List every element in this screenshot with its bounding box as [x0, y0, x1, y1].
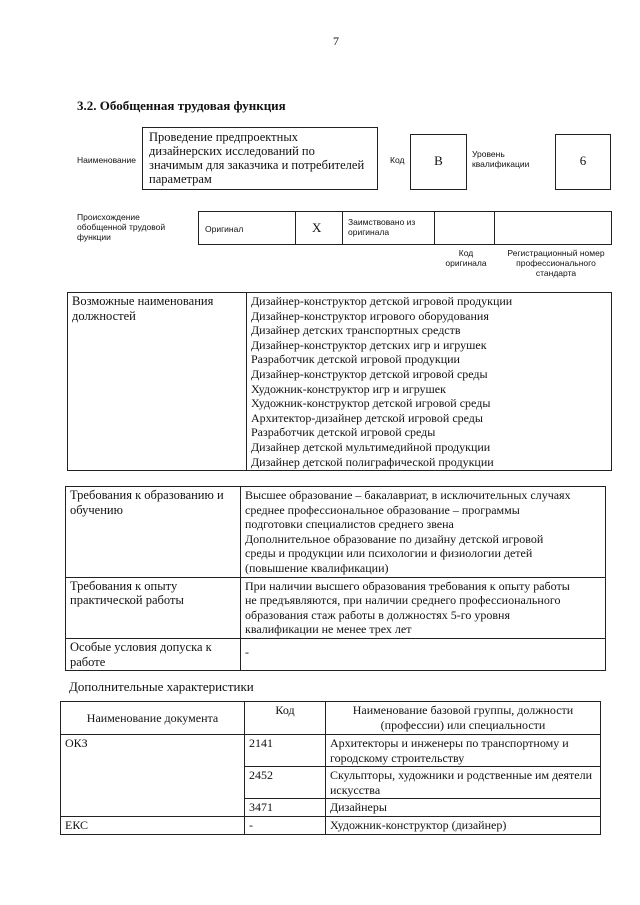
position-item: Архитектор-дизайнер детской игровой среды	[251, 410, 483, 425]
name-cell: Дизайнеры	[326, 799, 601, 817]
position-item: Дизайнер-конструктор детских игр и игрушек	[251, 337, 487, 352]
code-cell: -	[245, 816, 326, 834]
original-mark: X	[312, 220, 322, 235]
position-item: Разработчик детской игровой продукции	[251, 352, 460, 367]
text-line: среднее профессиональное образование – программы	[245, 502, 520, 517]
level-label: Уровень квалификации	[472, 149, 530, 169]
text-line: Высшее образование – бакалавриат, в исключительных случаях	[245, 488, 571, 502]
text-line: Дополнительное образование по дизайну детской игровой	[245, 531, 544, 546]
position-item: Разработчик детской игровой среды	[251, 425, 436, 440]
borrowed-label: Заимствовано из оригинала	[348, 217, 416, 237]
original-label: Оригинал	[205, 224, 244, 234]
code-cell: 2452	[245, 767, 326, 799]
positions-list	[247, 293, 612, 471]
requirements-table	[65, 486, 606, 671]
text-line: квалификации не менее трех лет	[245, 622, 412, 637]
code-label: Код	[390, 155, 405, 165]
position-item: Дизайнер детской полиграфической продукции	[251, 454, 494, 469]
education-value	[241, 487, 606, 578]
page-number: 7	[333, 34, 339, 48]
code-cell: 2141	[245, 735, 326, 767]
table-row	[61, 816, 601, 834]
experience-value	[241, 577, 606, 638]
text-line: подготовки специалистов среднего звена	[245, 517, 454, 532]
header-doc: Наименование документа	[61, 702, 245, 735]
doc-cell	[61, 799, 245, 817]
additional-table	[60, 701, 601, 835]
code-value: В	[434, 153, 443, 168]
special-conditions-value	[241, 638, 606, 670]
positions-table	[67, 292, 612, 471]
education-label: Требования к образованию и обучению	[66, 487, 241, 578]
position-item: Дизайнер детской мультимедийной продукции	[251, 439, 491, 454]
text-line: не предъявляются, при наличии среднего профессионального	[245, 593, 561, 608]
text-line: образования стаж работы в должностях 5-го уровня	[245, 607, 510, 622]
name-cell: Скульпторы, художники и родственные им деятели искусства	[326, 767, 601, 799]
position-item: Дизайнер-конструктор детской игровой продукции	[251, 294, 513, 308]
header-code: Код	[245, 702, 326, 735]
level-value-box	[555, 134, 611, 190]
name-label: Наименование	[77, 155, 136, 165]
doc-cell: ЕКС	[61, 816, 245, 834]
special-conditions-label: Особые условия допуска к работе	[66, 638, 241, 670]
additional-header-row	[61, 702, 601, 735]
special-conditions-row	[66, 638, 606, 670]
education-row	[66, 487, 606, 578]
doc-cell	[61, 767, 245, 799]
section-title: 3.2. Обобщенная трудовая функция	[77, 98, 286, 113]
reg-number-label: Регистрационный номер профессионального стандарта	[507, 248, 605, 278]
experience-label: Требования к опыту практической работы	[66, 577, 241, 638]
code-original-label: Код оригинала	[445, 248, 487, 268]
text-line: При наличии высшего образования требования к опыту работы	[245, 578, 570, 593]
position-item: Художник-конструктор игр и игрушек	[251, 381, 446, 396]
table-row	[61, 799, 601, 817]
experience-row	[66, 577, 606, 638]
text-line: среды и продукции или психологии и физиологии детей	[245, 546, 533, 561]
code-cell: 3471	[245, 799, 326, 817]
origin-label: Происхождение обобщенной трудовой функции	[77, 212, 166, 242]
table-row	[61, 735, 601, 767]
position-item: Художник-конструктор детской игровой среды	[251, 396, 491, 411]
position-item: Дизайнер-конструктор игрового оборудования	[251, 308, 489, 323]
text-line: (повышение квалификации)	[245, 560, 389, 575]
text-line: -	[245, 644, 249, 659]
name-cell: Архитекторы и инженеры по транспортному и городскому строительству	[326, 735, 601, 767]
header-name: Наименование базовой группы, должности (профессии) или специальности	[326, 702, 601, 735]
name-cell: Художник-конструктор (дизайнер)	[326, 816, 601, 834]
name-value: Проведение предпроектных дизайнерских исследований по значимым для заказчика и потребителей параметрам	[149, 130, 365, 186]
table-row	[61, 767, 601, 799]
code-value-box	[410, 134, 467, 190]
level-value: 6	[579, 153, 587, 168]
name-value-box	[142, 127, 378, 190]
doc-cell: ОКЗ	[61, 735, 245, 767]
position-item: Дизайнер-конструктор детской игровой среды	[251, 366, 488, 381]
position-item: Дизайнер детских транспортных средств	[251, 323, 461, 338]
positions-label: Возможные наименования должностей	[68, 293, 247, 471]
additional-title: Дополнительные характеристики	[69, 679, 254, 694]
